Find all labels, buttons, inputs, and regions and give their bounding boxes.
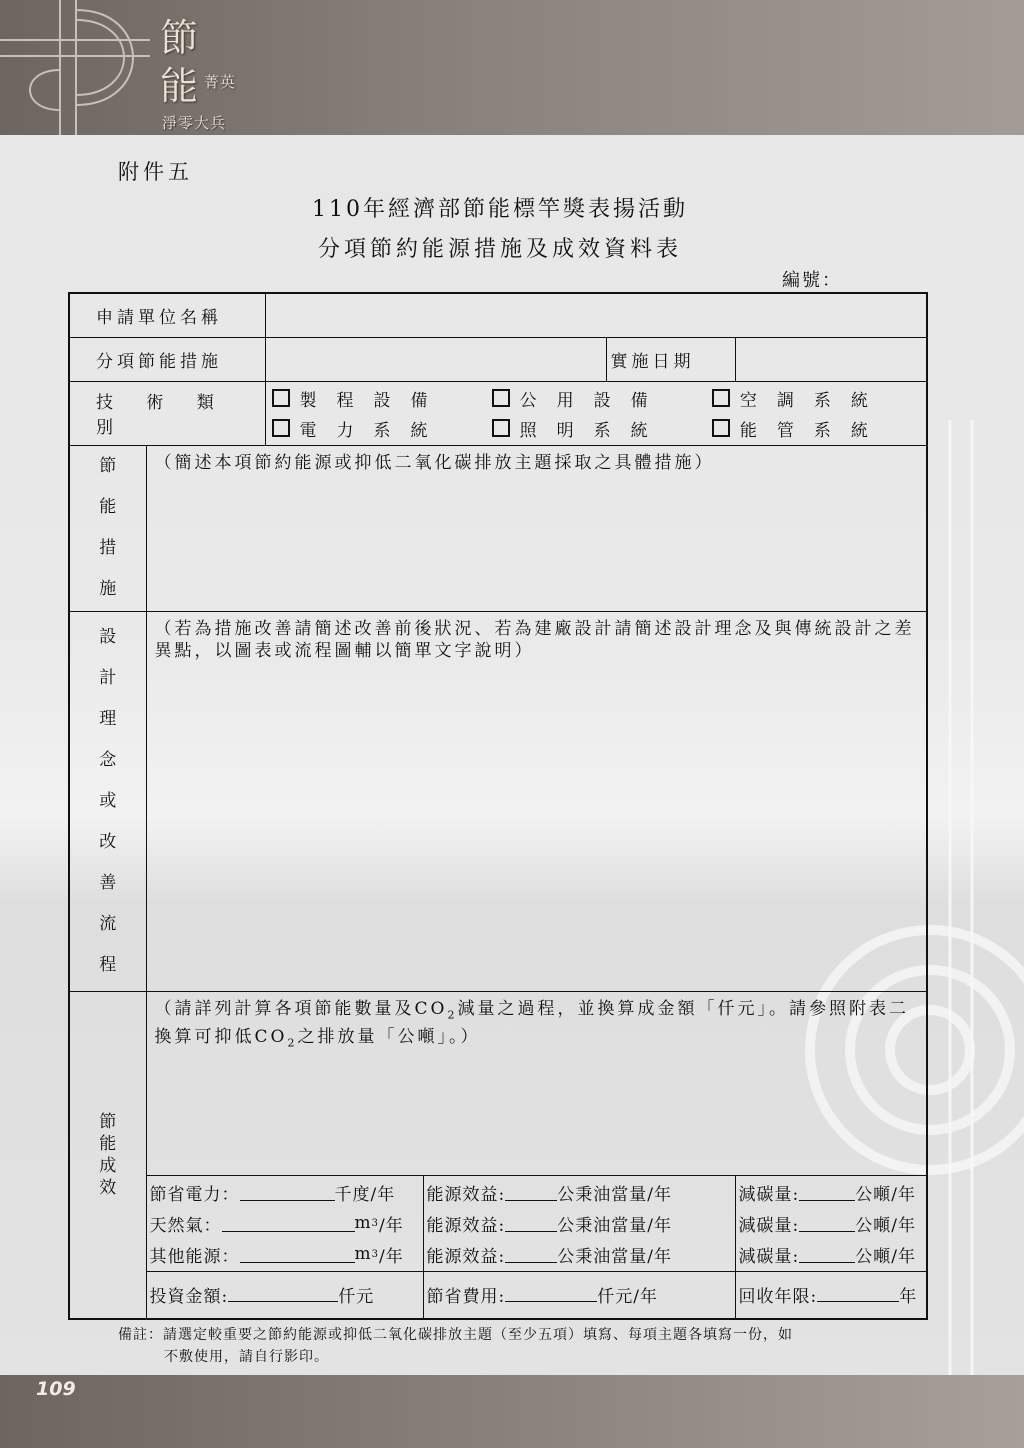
option-process-equipment[interactable]: 製程設備 <box>266 386 486 411</box>
applicant-name-label: 申請單位名稱 <box>69 293 265 337</box>
cost-saving-cell[interactable]: 節省費用: 仟元/年 <box>423 1271 735 1319</box>
blank-line[interactable] <box>222 1215 355 1232</box>
blank-line[interactable] <box>799 1184 855 1201</box>
option-energy-management-system[interactable]: 能管系統 <box>706 416 926 441</box>
checkbox-icon[interactable] <box>492 389 510 407</box>
date-label: 實施日期 <box>606 337 735 381</box>
checkbox-icon[interactable] <box>272 389 290 407</box>
blank-line[interactable] <box>228 1285 338 1302</box>
checkbox-icon[interactable] <box>272 419 290 437</box>
checkbox-icon[interactable] <box>492 419 510 437</box>
energy-results-label: 節 能 成 效 <box>69 991 146 1319</box>
blank-line[interactable] <box>505 1215 557 1232</box>
option-utility-equipment[interactable]: 公用設備 <box>486 386 706 411</box>
date-field[interactable] <box>735 337 927 381</box>
saving-gas-row[interactable]: 天然氣： m 3 /年 <box>149 1213 404 1236</box>
checkbox-icon[interactable] <box>712 419 730 437</box>
energy-benefit-row[interactable]: 能源效益: 公秉油當量/年 <box>426 1184 672 1205</box>
footer-band <box>0 1375 1024 1448</box>
logo-subtitle: 淨零大兵 <box>162 114 227 132</box>
investment-cell[interactable]: 投資金額: 仟元 <box>146 1271 423 1319</box>
blank-line[interactable] <box>505 1184 557 1201</box>
footnote-line-1: 備註：請選定較重要之節約能源或抑低二氧化碳排放主題（至少五項）填寫、每項主題各填寫一份，如 <box>118 1327 793 1343</box>
energy-measures-field[interactable] <box>146 445 927 611</box>
blank-line[interactable] <box>505 1246 557 1263</box>
data-form-table <box>68 292 928 1320</box>
blank-line[interactable] <box>817 1285 899 1302</box>
page-subtitle: 分項節約能源措施及成效資料表 <box>317 237 682 262</box>
energy-results-hint: （請詳列計算各項節能數量及$CO_2$減量之過程，並換算成金額「仟元」。請參照附表二換算可抑低$CO_2$之排放量「公噸」。） <box>154 998 909 1050</box>
checkbox-icon[interactable] <box>712 389 730 407</box>
carbon-reduction-row[interactable]: 減碳量: 公噸/年 <box>738 1246 916 1267</box>
annex-label: 附件五 <box>118 160 193 184</box>
payback-cell[interactable]: 回收年限: 年 <box>735 1271 927 1319</box>
option-lighting-system[interactable]: 照明系統 <box>486 416 706 441</box>
carbon-reduction-column <box>735 1175 927 1271</box>
carbon-reduction-row[interactable]: 減碳量: 公噸/年 <box>738 1184 916 1205</box>
measure-field[interactable] <box>265 337 606 381</box>
design-concept-label: 設 計 理 念 或 改 善 流 程 <box>69 611 146 991</box>
footnote <box>118 1324 793 1368</box>
page-number: 109 <box>36 1378 76 1400</box>
blank-line[interactable] <box>240 1184 335 1201</box>
energy-measures-label: 節 能 措 施 <box>69 445 146 611</box>
applicant-name-field[interactable] <box>265 293 927 337</box>
energy-benefit-row[interactable]: 能源效益: 公秉油當量/年 <box>426 1246 672 1267</box>
design-concept-hint: （若為措施改善請簡述改善前後狀況、若為建廠設計請簡述設計理念及與傳統設計之差異點，以圖表或流程圖輔以簡單文字說明） <box>154 618 915 661</box>
energy-benefit-row[interactable]: 能源效益: 公秉油當量/年 <box>426 1215 672 1236</box>
carbon-reduction-row[interactable]: 減碳量: 公噸/年 <box>738 1215 916 1236</box>
saving-other-row[interactable]: 其他能源： m 3 /年 <box>149 1244 404 1267</box>
tech-category-label: 技 術 類 別 <box>69 381 265 445</box>
blank-line[interactable] <box>240 1246 355 1263</box>
energy-benefit-column <box>423 1175 735 1271</box>
serial-number-label: 編號： <box>782 270 842 291</box>
blank-line[interactable] <box>799 1246 855 1263</box>
blank-line[interactable] <box>505 1285 597 1302</box>
option-power-system[interactable]: 電力系統 <box>266 416 486 441</box>
saving-electricity-row[interactable]: 節省電力： 千度/年 <box>149 1184 396 1205</box>
tech-category-options <box>265 381 927 445</box>
energy-measures-hint: （簡述本項節約能源或抑低二氧化碳排放主題採取之具體措施） <box>154 452 715 473</box>
logo-text: 節 能 菁英 <box>160 16 237 108</box>
energy-results-field[interactable] <box>146 991 927 1175</box>
option-hvac-system[interactable]: 空調系統 <box>706 386 926 411</box>
measure-label: 分項節能措施 <box>69 337 265 381</box>
footnote-line-2: 不敷使用，請自行影印。 <box>164 1349 329 1365</box>
savings-amounts <box>146 1175 423 1271</box>
design-concept-field[interactable] <box>146 611 927 991</box>
blank-line[interactable] <box>799 1215 855 1232</box>
page-title: 110年經濟部節能標竿獎表揚活動 <box>312 197 688 222</box>
